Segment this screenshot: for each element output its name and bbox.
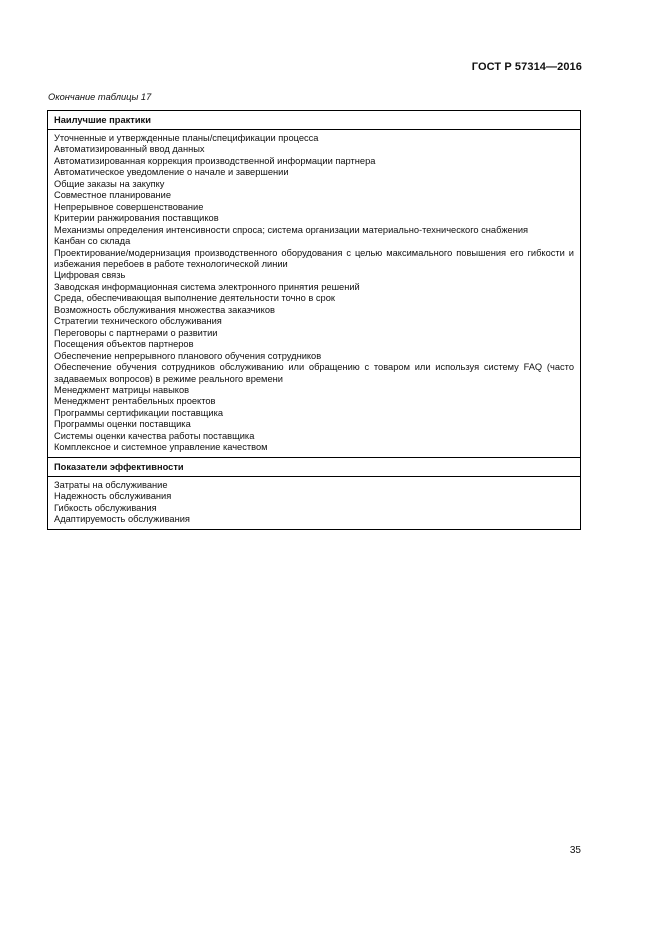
list-item: Обеспечение непрерывного планового обучения сотрудников bbox=[54, 350, 322, 361]
kpis-header: Показатели эффективности bbox=[48, 458, 580, 477]
list-item: Менеджмент рентабельных проектов bbox=[54, 396, 216, 407]
kpis-list bbox=[48, 477, 580, 529]
list-item: Непрерывное совершенствование bbox=[54, 201, 204, 212]
list-item: Программы оценки поставщика bbox=[54, 419, 191, 430]
list-item: Совместное планирование bbox=[54, 190, 172, 201]
list-item: Переговоры с партнерами о развитии bbox=[54, 327, 218, 338]
list-item: Среда, обеспечивающая выполнение деятельности точно в срок bbox=[54, 293, 335, 304]
list-item: Адаптируемость обслуживания bbox=[54, 514, 190, 525]
list-item: Надежность обслуживания bbox=[54, 491, 172, 502]
list-item: Заводская информационная система электронного принятия решений bbox=[54, 281, 360, 292]
document-code: ГОСТ Р 57314—2016 bbox=[471, 61, 582, 73]
list-item: Проектирование/модернизация производственного оборудования с целью максимального повышения его гибкости и избежания перебоев в работе технологической линии bbox=[54, 247, 574, 269]
list-item: Системы оценки качества работы поставщика bbox=[54, 430, 255, 441]
table-caption: Окончание таблицы 17 bbox=[48, 92, 152, 102]
list-item: Стратегии технического обслуживания bbox=[54, 316, 222, 327]
list-item: Автоматическое уведомление о начале и завершении bbox=[54, 167, 289, 178]
list-item: Механизмы определения интенсивности спроса; система организации материально-технического снабжения bbox=[54, 224, 529, 235]
list-item: Критерии ранжирования поставщиков bbox=[54, 213, 219, 224]
list-item: Автоматизированный ввод данных bbox=[54, 144, 205, 155]
best-practices-header: Наилучшие практики bbox=[48, 111, 580, 130]
list-item: Программы сертификации поставщика bbox=[54, 407, 224, 418]
list-item: Комплексное и системное управление качеством bbox=[54, 442, 268, 453]
list-item: Возможность обслуживания множества заказчиков bbox=[54, 304, 275, 315]
list-item: Менеджмент матрицы навыков bbox=[54, 384, 190, 395]
list-item: Общие заказы на закупку bbox=[54, 178, 165, 189]
page-number: 35 bbox=[569, 845, 581, 856]
list-item: Обеспечение обучения сотрудников обслуживанию или обращению с товаром или используя систему FAQ (часто задаваемых вопросов) в режиме реального времени bbox=[54, 362, 574, 384]
best-practices-list bbox=[48, 130, 580, 458]
list-item: Затраты на обслуживание bbox=[54, 479, 168, 490]
table-17 bbox=[47, 110, 581, 530]
list-item: Автоматизированная коррекция производственной информации партнера bbox=[54, 155, 376, 166]
list-item: Уточненные и утвержденные планы/спецификации процесса bbox=[54, 133, 319, 143]
list-item: Гибкость обслуживания bbox=[54, 502, 157, 513]
list-item: Посещения объектов партнеров bbox=[54, 339, 194, 350]
list-item: Канбан со склада bbox=[54, 236, 131, 247]
list-item: Цифровая связь bbox=[54, 270, 126, 281]
